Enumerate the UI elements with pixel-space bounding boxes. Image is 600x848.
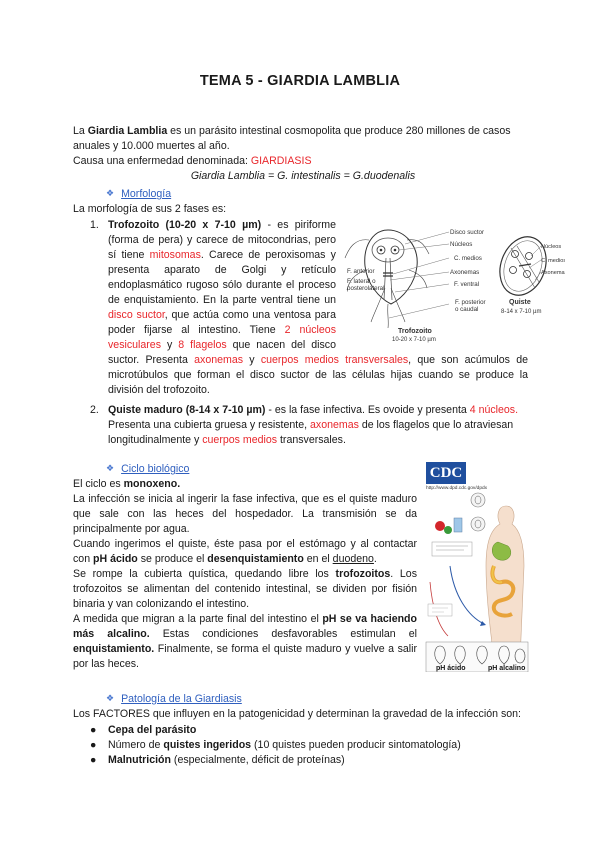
factor-malnutricion: Malnutrición (especialmente, déficit de proteínas) <box>108 754 345 766</box>
quiste-caption: Quiste <box>509 299 531 306</box>
bullet-icon: ● <box>90 739 97 751</box>
quiste-leader-line <box>531 246 541 256</box>
trof-label: F. posterior <box>455 299 486 306</box>
diamond-bullet-icon: ❖ <box>106 463 115 473</box>
quiste-label: Axonemas <box>541 270 565 276</box>
diamond-bullet-icon: ❖ <box>106 188 115 198</box>
bullet-icon: ● <box>90 724 97 736</box>
patologia-lead: Los FACTORES que influyen en la patogenicidad y determinan la gravedad de la infección son: <box>73 708 521 720</box>
trof-caption: Trofozoito <box>398 328 432 335</box>
ciclo-paragraph: El ciclo es monoxeno. La infección se inicia al ingerir la fase infectiva, que es el quiste maduro que sale con las heces del hospedador. La transmisión se da principalmente por agua. Cuando ingerimos el quiste, éste pasa por el estómago y al contactar con pH ácido se produce el desenquistamiento en el duodeno. Se rompe la cubierta quística, quedando libre los trofozoitos. Los trofozoitos se alimentan del contenido intestinal, se dividen por fisión binaria y van colonizando el intestino. A medida que migran a la parte final del intestino el pH se va haciendo más alcalino. Estas condiciones desfavorables estimulan el enquistamiento. Finalmente, se forma el quiste maduro y vuelve a salir por las heces. <box>73 478 417 670</box>
trof-label: o caudal <box>455 306 479 313</box>
quiste-label: C. medios <box>541 258 565 264</box>
intro-paragraph: La Giardia Lamblia es un parásito intestinal cosmopolita que produce 280 millones de casos anuales y 10.000 muertes al año. Causa una enfermedad denominada: GIARDIASIS Giardia Lamblia = G. intestinalis = G.duodenalis <box>73 124 533 184</box>
trof-label: Núcleos <box>450 241 473 248</box>
trof-label-left: F. anterior <box>347 268 375 275</box>
factor-quistes: Número de quistes ingeridos (10 quistes pueden producir sintomatología) <box>108 739 461 751</box>
ph-alkaline-label: pH alcalino <box>488 665 526 672</box>
quiste-size: 8-14 x 7-10 µm <box>501 309 542 315</box>
list-number-1: 1. <box>90 219 99 231</box>
trof-size: 10-20 x 7-10 µm <box>392 337 436 343</box>
diamond-bullet-icon: ❖ <box>106 693 115 703</box>
bullet-icon: ● <box>90 754 97 766</box>
section-patologia-heading[interactable]: ❖ Patología de la Giardiasis <box>106 693 242 705</box>
cdc-url: http://www.dpd.cdc.gov/dpdx <box>426 486 488 491</box>
trof-label-left: F. lateral o <box>347 278 376 285</box>
trofozoito-paragraph: Trofozoito (10-20 x 7-10 µm) - es piriforme (forma de pera) y carece de mitocondrias, pero sí tiene mitosomas. Carece de peroxisomas y presenta aparato de Golgi y retículo endoplasmático rugoso sólo durante el proceso de enquistamiento. En la parte ventral tiene un disco suctor, que actúa como una ventosa para poder fijarse al intestino. Tiene 2 núcleos vesiculares y 8 flagelos que nacen del disco <box>108 219 336 351</box>
morfologia-lead: La morfología de sus 2 fases es: <box>73 203 227 215</box>
page-title: TEMA 5 - GIARDIA LAMBLIA <box>199 73 401 89</box>
list-number-2: 2. <box>90 404 99 416</box>
trof-label: Axonemas <box>450 269 480 276</box>
life-cycle-figure <box>424 486 530 672</box>
factor-cepa: Cepa del parásito <box>108 724 197 736</box>
trof-label-left: posterolateral <box>347 285 385 292</box>
section-ciclo-heading[interactable]: ❖ Ciclo biológico <box>106 463 190 475</box>
morphology-illustration <box>343 218 565 346</box>
ph-acid-label: pH ácido <box>436 665 466 672</box>
cdc-logo: CDC <box>426 462 466 484</box>
trof-label: Disco suctor <box>450 229 485 236</box>
morphology-figure <box>343 218 565 346</box>
life-cycle-illustration <box>424 486 530 672</box>
trof-label: C. medios <box>454 255 482 262</box>
trof-label: F. ventral <box>454 281 480 288</box>
quiste-paragraph: Quiste maduro (8-14 x 7-10 µm) - es la fase infectiva. Es ovoide y presenta 4 núcleos. Presenta una cubierta gruesa y resistente, axonemas de los flagelos que lo atraviesan longitudinalmente y cuerpos medios transversales. <box>108 404 519 446</box>
synonyms-line: Giardia Lamblia = G. intestinalis = G.duodenalis <box>190 170 416 182</box>
disease-name: GIARDIASIS <box>250 155 312 167</box>
trofozoito-paragraph-cont: suctor. Presenta axonemas y cuerpos medios transversales, que son acúmulos de microtúbulos que forman el disco suctor de las células hijas cuando se produce la división del trofozoito. <box>108 354 528 396</box>
quiste-label: Núcleos <box>541 244 562 250</box>
section-morfologia-heading[interactable]: ❖ Morfología <box>106 188 172 200</box>
